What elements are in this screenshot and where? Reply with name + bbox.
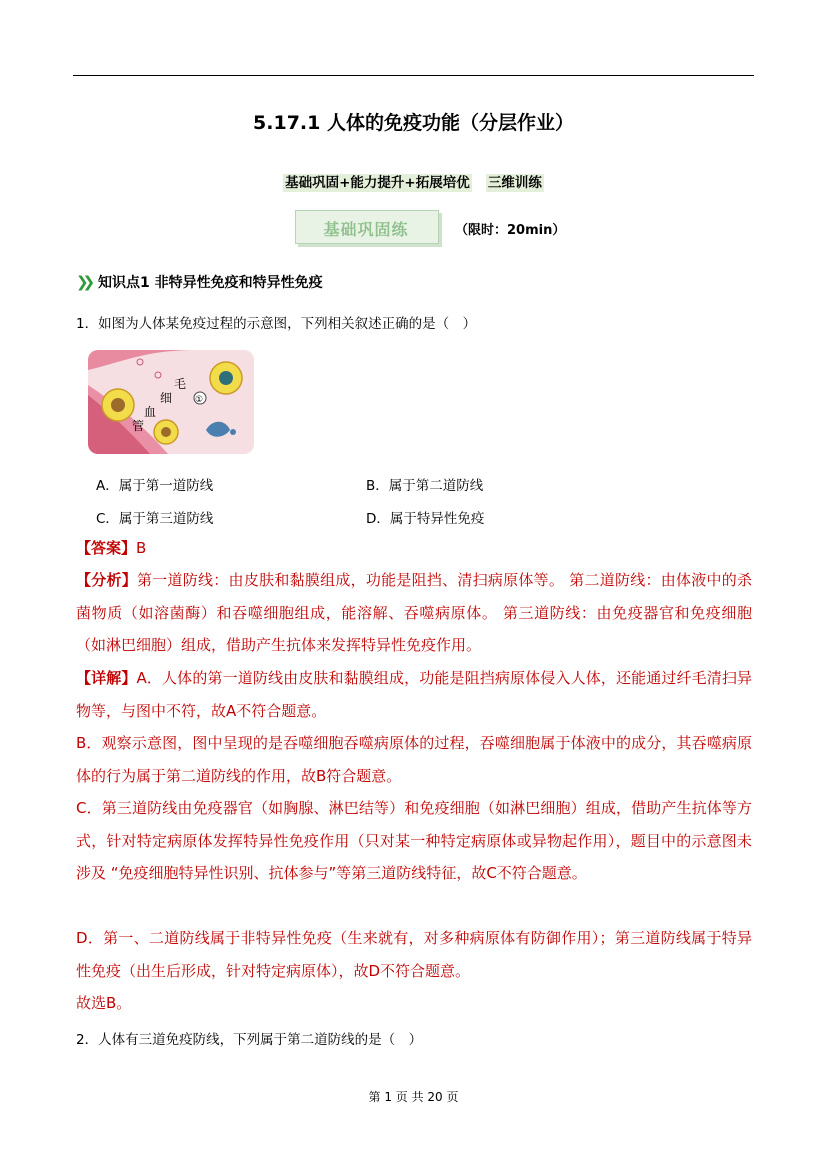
subtitle-right: 三维训练	[487, 175, 542, 191]
double-arrow-icon: ❯❯	[76, 273, 90, 291]
knowledge-point-label: 知识点1 非特异性免疫和特异性免疫	[98, 275, 323, 291]
engulfed-pathogen	[219, 371, 233, 385]
immune-process-figure	[88, 350, 254, 454]
knowledge-point-heading	[76, 272, 323, 292]
label-xue: 血	[144, 405, 157, 419]
phagocyte-nucleus	[111, 398, 125, 412]
answer-value: B	[136, 539, 147, 557]
detail-tag: 【详解】	[76, 669, 137, 687]
figure-svg	[88, 350, 254, 454]
page-title: 5.17.1 人体的免疫功能（分层作业）	[253, 112, 574, 134]
badge-label: 基础巩固练	[323, 220, 409, 239]
option-c: C．属于第三道防线	[96, 511, 214, 527]
answer-tag: 【答案】	[76, 539, 137, 557]
option-b: B．属于第二道防线	[366, 478, 484, 494]
subtitle-left: 基础巩固+能力提升+拓展培优	[285, 175, 470, 191]
detail-d-paragraph: D．第一、二道防线属于非特异性免疫（生来就有，对多种病原体有防御作用）；第三道防线属于特异性免疫（出生后形成，针对特定病原体），故D不符合题意。	[76, 929, 752, 980]
detail-b-paragraph: B．观察示意图，图中呈现的是吞噬细胞吞噬病原体的过程，吞噬细胞属于体液中的成分，其吞噬病原体的行为属于第二道防线的作用，故B符合题意。	[76, 734, 752, 785]
subtitle	[0, 171, 827, 191]
label-guan: 管	[132, 419, 145, 433]
detail-c-paragraph: C．第三道防线由免疫器官（如胸腺、淋巴结等）和免疫细胞（如淋巴细胞）组成，借助产生抗体等方式，针对特定病原体发挥特异性免疫作用（只对某一种特定病原体或异物起作用），题目中的示意图未涉及 “免疫细胞特异性识别、抗体参与”等第三道防线特征，故C不符合题意。	[76, 799, 752, 882]
detail-a-text: A．人体的第一道防线由皮肤和黏膜组成，功能是阻挡病原体侵入人体，还能通过纤毛清扫异物等，与图中不符，故A不符合题意。	[76, 669, 752, 720]
question-2: 2．人体有三道免疫防线，下列属于第二道防线的是（ ）	[76, 1032, 423, 1048]
detail-a-paragraph	[76, 662, 752, 727]
option-d: D．属于特异性免疫	[366, 511, 485, 527]
header-rule	[73, 75, 754, 76]
section-badge	[295, 210, 443, 246]
time-limit: （限时：20min）	[455, 223, 566, 238]
label-marker-1: ①	[195, 395, 204, 405]
page-footer: 第 1 页 共 20 页	[368, 1090, 459, 1104]
analysis-paragraph	[76, 564, 752, 662]
analysis-text: 第一道防线：由皮肤和黏膜组成，功能是阻挡、清扫病原体等。 第二道防线：由体液中的杀菌物质（如溶菌酶）和吞噬细胞组成，能溶解、吞噬病原体。 第三道防线：由免疫器官和免疫细胞（如淋巴细胞）组成，借助产生抗体来发挥特异性免疫作用。	[76, 571, 752, 654]
option-a: A．属于第一道防线	[96, 478, 214, 494]
analysis-tag: 【分析】	[76, 571, 138, 589]
conclusion: 故选B。	[76, 994, 132, 1012]
pathogen-1-head	[230, 429, 236, 435]
label-xi: 细	[160, 391, 173, 405]
question-1: 1．如图为人体某免疫过程的示意图，下列相关叙述正确的是（ ）	[76, 316, 477, 332]
phagocyte-nucleus-2	[161, 427, 171, 437]
label-mao: 毛	[174, 377, 187, 391]
answer-line	[76, 532, 752, 564]
vessel-detail-2	[137, 359, 143, 365]
vessel-detail-1	[155, 372, 161, 378]
